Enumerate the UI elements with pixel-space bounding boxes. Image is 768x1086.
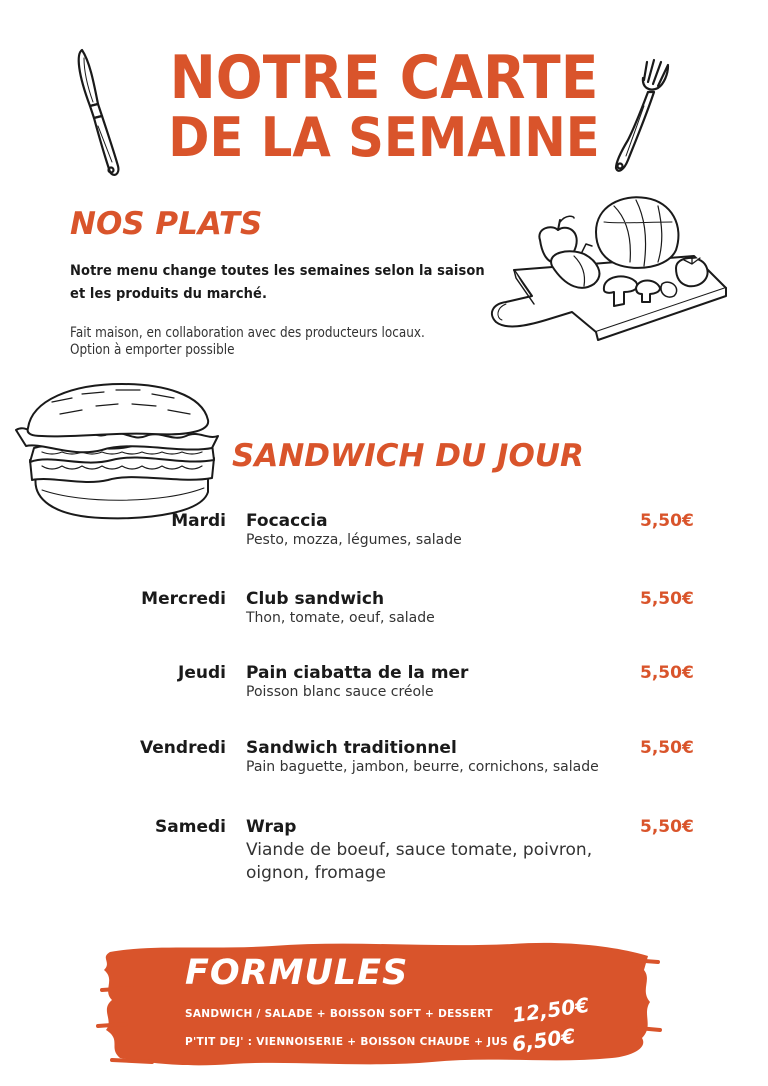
menu-price: 5,50€ <box>640 663 694 683</box>
vegetables-board-icon <box>486 192 732 352</box>
menu-dish-description: Pain baguette, jambon, beurre, cornichons, salade <box>246 759 599 775</box>
menu-dish-description: Poisson blanc sauce créole <box>246 684 434 700</box>
menu-dish-name: Club sandwich <box>246 589 385 609</box>
menu-dish-name: Pain ciabatta de la mer <box>246 663 469 683</box>
page-title-line2: DE LA SEMAINE <box>168 106 600 169</box>
intro-text <box>70 325 440 359</box>
intro-line2: Option à emporter possible <box>70 342 235 358</box>
intro-line1: Fait maison, en collaboration avec des producteurs locaux. <box>70 325 425 341</box>
formule-line-1: SANDWICH / SALADE + BOISSON SOFT + DESSERT <box>185 1008 493 1020</box>
intro-bold-line2: et les produits du marché. <box>70 286 268 302</box>
sandwich-heading: SANDWICH DU JOUR <box>232 438 584 474</box>
menu-dish-description <box>246 839 606 885</box>
menu-item-mardi <box>0 510 768 590</box>
menu-dish-name: Sandwich traditionnel <box>246 738 457 758</box>
menu-day: Samedi <box>155 817 226 837</box>
intro-bold-line1: Notre menu change toutes les semaines selon la saison <box>70 263 485 279</box>
intro-bold-text <box>70 260 500 306</box>
menu-item-mercredi <box>0 588 768 668</box>
menu-price: 5,50€ <box>640 817 694 837</box>
menu-item-vendredi <box>0 737 768 817</box>
sandwich-icon <box>12 380 222 530</box>
menu-item-jeudi <box>0 662 768 742</box>
formules-heading: FORMULES <box>185 953 409 993</box>
nos-plats-heading: NOS PLATS <box>70 206 263 242</box>
menu-dish-description: Thon, tomate, oeuf, salade <box>246 610 435 626</box>
formule-price-2: 6,50€ <box>510 1023 577 1057</box>
formule-price-1: 12,50€ <box>510 992 591 1028</box>
menu-day: Mercredi <box>141 589 226 609</box>
menu-dish-name: Focaccia <box>246 511 328 531</box>
menu-dish-description-line1: Viande de boeuf, sauce tomate, poivron, <box>246 840 593 860</box>
menu-dish-description-line2: oignon, fromage <box>246 863 386 883</box>
formule-line-2: P'TIT DEJ' : VIENNOISERIE + BOISSON CHAUDE + JUS <box>185 1036 509 1048</box>
page-title-line1: NOTRE CARTE <box>169 43 599 113</box>
menu-dish-name: Wrap <box>246 817 297 837</box>
menu-price: 5,50€ <box>640 589 694 609</box>
menu-day: Jeudi <box>178 663 226 683</box>
menu-day: Vendredi <box>140 738 226 758</box>
menu-price: 5,50€ <box>640 511 694 531</box>
menu-day: Mardi <box>171 511 226 531</box>
menu-dish-description: Pesto, mozza, légumes, salade <box>246 532 462 548</box>
menu-price: 5,50€ <box>640 738 694 758</box>
menu-item-samedi <box>0 816 768 896</box>
